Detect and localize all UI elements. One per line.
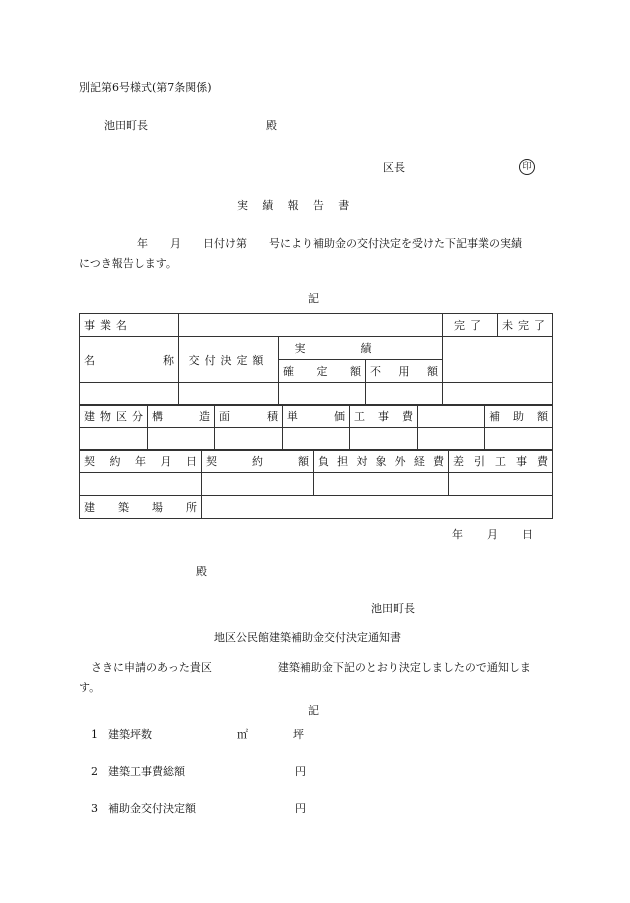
date-day: 日 — [522, 528, 533, 541]
notice-ki: 記 — [308, 704, 319, 717]
building-location-label: 建築場所 — [84, 501, 197, 514]
addressee-honorific: 殿 — [266, 119, 277, 132]
subsidy-amount-label: 補助額 — [489, 410, 548, 423]
empty-header-cell — [443, 337, 553, 383]
notice-item-2-label: 建築工事費総額 — [108, 765, 185, 778]
sender-title: 区長 — [383, 161, 405, 174]
excluded-costs-value[interactable] — [314, 473, 449, 496]
notice-item-3-number: 3 — [91, 802, 98, 815]
unused-amount-label: 不用額 — [370, 365, 438, 378]
report-table-building — [79, 404, 553, 451]
contract-amount-value[interactable] — [202, 473, 314, 496]
area-label: 面積 — [219, 410, 278, 423]
subsidy-amount-value[interactable] — [485, 428, 553, 451]
notice-item-2-unit-yen: 円 — [295, 765, 306, 778]
report-body-line2: につき報告します。 — [79, 257, 177, 270]
blank-header-cell — [418, 405, 485, 428]
not-completed-option[interactable]: 未完了 — [502, 319, 550, 332]
report-title: 実績報告書 — [237, 199, 364, 212]
report-body-line1: 年 月 日付け第 号により補助金の交付決定を受けた下記事業の実績 — [137, 237, 522, 250]
completed-option[interactable]: 完了 — [454, 319, 486, 332]
unit-price-label: 単価 — [287, 410, 345, 423]
addressee-title: 池田町長 — [104, 119, 148, 132]
grant-decision-amount-label: 交付決定額 — [188, 353, 269, 367]
excluded-costs-label: 負担対象外経費 — [318, 455, 444, 468]
extra-value[interactable] — [443, 383, 553, 406]
notice-sender: 池田町長 — [371, 602, 415, 615]
building-category-value[interactable] — [80, 428, 148, 451]
unused-amount-value[interactable] — [366, 383, 443, 406]
notice-item-3-unit-yen: 円 — [295, 802, 306, 815]
construction-cost-label: 工事費 — [354, 410, 413, 423]
name-label: 名称 — [84, 353, 174, 367]
area-value[interactable] — [215, 428, 283, 451]
building-location-value[interactable] — [202, 496, 553, 519]
blank-value[interactable] — [418, 428, 485, 451]
structure-value[interactable] — [148, 428, 215, 451]
form-reference: 別記第6号様式(第7条関係) — [79, 81, 212, 94]
project-name-value[interactable] — [179, 314, 443, 337]
unit-price-value[interactable] — [283, 428, 350, 451]
notice-title: 地区公民館建築補助金交付決定通知書 — [214, 631, 401, 644]
report-table-top — [79, 313, 553, 406]
net-construction-cost-value[interactable] — [449, 473, 553, 496]
date-month: 月 — [487, 528, 498, 541]
notice-honorific: 殿 — [196, 565, 207, 578]
notice-item-3-label: 補助金交付決定額 — [108, 802, 196, 815]
notice-body-line2: す。 — [79, 681, 101, 694]
notice-item-1-unit-sqm: ㎡ — [237, 728, 248, 741]
notice-item-1-number: 1 — [91, 728, 98, 741]
contract-date-value[interactable] — [80, 473, 202, 496]
notice-body-line1: さきに申請のあった貴区 建築補助金下記のとおり決定しましたので通知しま — [91, 661, 531, 674]
project-name-label: 事業名 — [84, 319, 132, 332]
notice-item-2-number: 2 — [91, 765, 98, 778]
report-ki: 記 — [308, 292, 319, 305]
net-construction-cost-label: 差引工事費 — [453, 455, 548, 468]
building-category-label: 建物区分 — [84, 410, 143, 423]
contract-date-label: 契約年月日 — [84, 455, 197, 468]
structure-label: 構造 — [152, 410, 210, 423]
construction-cost-value[interactable] — [350, 428, 418, 451]
seal-mark-icon: 印 — [519, 159, 535, 175]
confirmed-amount-label: 確定額 — [283, 365, 361, 378]
report-table-contract — [79, 449, 553, 519]
actual-label: 実績 — [294, 342, 427, 355]
grant-decision-amount-value[interactable] — [179, 383, 279, 406]
notice-item-1-label: 建築坪数 — [108, 728, 152, 741]
date-year: 年 — [452, 528, 463, 541]
contract-amount-label: 契約額 — [206, 455, 309, 468]
name-value[interactable] — [80, 383, 179, 406]
confirmed-amount-value[interactable] — [279, 383, 366, 406]
notice-item-1-unit-tsubo: 坪 — [293, 728, 304, 741]
